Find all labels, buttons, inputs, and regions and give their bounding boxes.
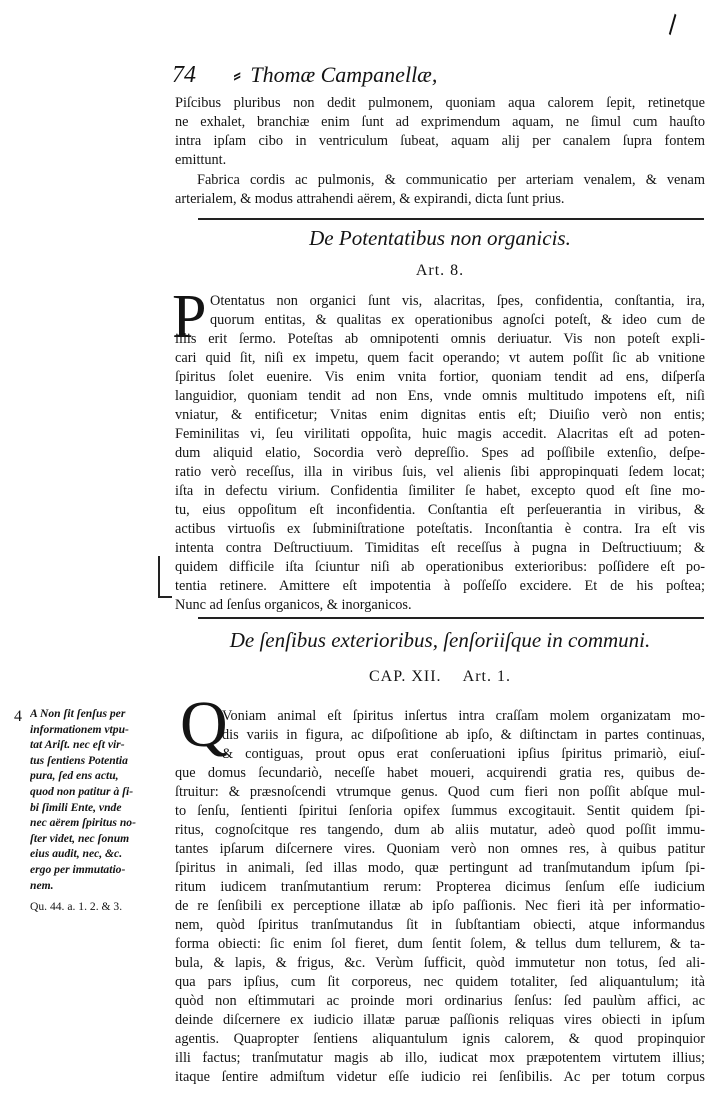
text-line: to ſenſu, ſentienti ſpiritui ſenſoria opifex ſummus excogitauit. Sentit quidem ſpi- — [175, 803, 705, 819]
article-number: Art. 8. — [415, 262, 465, 279]
text-line: de re ſenſibili ex perceptione illatæ ab ipſo paſſionis. Nec fieri ità per informatio- — [175, 898, 705, 914]
text-line: bula, & lapis, & frigus, &c. Verùm ſufficit, quòd immutetur non totus, ſed ali- — [175, 955, 705, 971]
section-body — [175, 764, 705, 1087]
fabrica-paragraph — [175, 171, 705, 209]
text-line: Otentatus non organici ſunt vis, alacritas, ſpes, confidentia, conſtantia, ira, — [210, 293, 705, 309]
text-line: forma obiecti: ſic enim ſol fieret, dum ſentit ſolem, & tellus dum tellurem, & ta- — [175, 936, 705, 952]
drop-cap-lines — [210, 292, 705, 330]
text-line: agentis. Quapropter ſentiens aliquantulum ignis calorem, & quod propinquior — [175, 1031, 705, 1047]
margin-bracket — [158, 556, 172, 598]
text-line: tu, eius oppoſitum eſt inconfidentia. Conſtantia eſt perſeuerantia in viribus, & — [175, 502, 705, 518]
text-line: Fabrica cordis ac pulmonis, & communicatio per arteriam venalem, & venam — [197, 172, 705, 188]
text-line: ratio verò receſſus, illa in viribus ſuis, vel alienis ſibi appropinquati ſedem locat; — [175, 464, 705, 480]
note-line: A Non ſit ſenſus per — [30, 707, 126, 720]
text-line: ritum iudicem tranſmutantium rerum: Propterea dicimus ſenſum eſſe iudicium — [175, 879, 705, 895]
text-line: qua pars ipſius, cum ſit corporeus, nec quidem totaliter, ſed aliquantulum; ità — [175, 974, 705, 990]
note-line: tat Ariſt. nec eſt vir- — [30, 738, 125, 752]
text-line: arterialem, & modus attrahendi aërem, & expirandi, dicta ſunt prius. — [175, 191, 565, 207]
text-line: Feminilitas vi, ſeu virilitati oppoſita, huic magis accedit. Alacritas eſt ad poten- — [175, 426, 705, 442]
text-line: tantes ipſarum diſcernere vires. Quoniam verò non omnes res, à quibus patitur — [175, 841, 705, 857]
margin-note — [30, 706, 180, 893]
section-body — [175, 330, 705, 615]
text-line: illi factus; tranſmutatur magis ab illo, iudicat mox præpotentem virtutem illius; — [175, 1050, 705, 1066]
text-line: ſpiritus in animali, ſed illas modo, quæ pertingunt ad tranſmutandum ipſum ſpi- — [175, 860, 705, 876]
corner-mark: \ — [659, 8, 686, 41]
text-line: intra ipſam cibo in ventriculum ſubeat, aquam alij per canalem ſupra fontem — [175, 133, 705, 149]
text-line: quòd non eſtimmutari ac proinde mori ordinarius ſenſus: ſed paulùm affici, ac — [175, 993, 705, 1009]
note-line: pura, ſed ens actu, — [30, 769, 119, 783]
note-line: ſter videt, nec ſonum — [30, 831, 130, 845]
margin-reference: Qu. 44. a. 1. 2. & 3. — [30, 900, 123, 913]
text-line: deinde diſcernere ex iudicio illatæ paruæ paſſionis reliquas vires obiecti in ipſum — [175, 1012, 705, 1028]
text-line: ſpiritus ſolet euenire. Vis enim vnita fortior, quoniam tendit ad ens, diſperſa — [175, 369, 705, 385]
text-line: cari quid ſit, niſi ex impetu, quem facit operando; vt autem poſſit ſic ab vnitione — [175, 350, 705, 366]
page-number: 74 — [172, 62, 196, 88]
text-line: ne exhalet, branchiæ enim ſunt ad exprimendum aquam, ne ſimul cum hauſto — [175, 114, 705, 130]
section-title: De Potentatibus non organicis. — [309, 226, 571, 250]
note-line: ergo per immutatio- — [30, 862, 126, 876]
text-line: vniatur, & entificetur; Vnitas enim dignitas entis eſt; Diuiſio verò non entis; — [175, 407, 705, 423]
header-author: Thomæ Campanellæ, — [250, 62, 438, 87]
text-line: ritus, cognoſcitque res tangendo, dum ab aliis mutatur, adeò quod poſſit immu- — [175, 822, 705, 838]
text-line: & contiguas, prout opus erat conſeruationi ipſius ſpiritus primariò, eiuſ- — [222, 746, 705, 762]
note-line: eius audit, nec, &c. — [30, 847, 123, 861]
intro-paragraph — [175, 94, 705, 170]
text-line: intenta contra Deſtructiuum. Timiditas eſt receſſus à pugna in Deſtructiuum; & — [175, 540, 705, 556]
article-number: Art. 1. — [462, 668, 511, 685]
text-line: dum aliquid elatio, Socordia verò depreſſio. Spes ad poſſibile extenſio, deſpe- — [175, 445, 705, 461]
text-line: actibus virtuoſis ex ſubminiſtratione poteſtatis. Inconſtantia è contra. Ira eſt vis — [175, 521, 705, 537]
note-line: bi ſimili Ente, vnde — [30, 800, 122, 814]
margin-number: 4 — [14, 708, 22, 725]
text-line: Piſcibus pluribus non dedit pulmonem, quoniam aqua calorem ſepit, retinetque — [175, 95, 705, 111]
text-line: que domus ſecundariò, neceſſe habet moueri, acquirendi gratia res, quibus de- — [175, 765, 705, 781]
text-line: itaque ſentire admiſtum videtur eſſe iudicio rei ſenſibilis. Ac per totum corpus — [175, 1069, 705, 1085]
running-header — [172, 62, 702, 92]
text-line: nem, quòd ſpiritus tranſmutandus ſit in ſubſtantiam obiecti, atque informandus — [175, 917, 705, 933]
text-line: tentia retinere. Amittere eſt impotentia à poſſeſſo excidere. Et de his poſtea; — [175, 578, 705, 594]
section-title: De ſenſibus exterioribus, ſenſoriiſque in communi. — [229, 628, 651, 652]
note-line: quod non patitur à ſi- — [30, 784, 134, 798]
text-line: languidior, quoniam tendit ad non Ens, vnde omnis multitudo impotens eſt, niſi — [175, 388, 705, 404]
section-divider — [198, 218, 704, 220]
drop-cap-lines — [222, 707, 705, 764]
chapter-number: CAP. XII. — [368, 668, 442, 685]
note-line: tus ſentiens Potentia — [30, 753, 128, 767]
text-line: quidem difficile iſta ſciuntur niſi ab operationibus exterioribus: poſſidere eſt po- — [175, 559, 705, 575]
drop-cap: P — [172, 283, 207, 351]
text-line: iſta in defectu virium. Confidentia ſimiliter ſe habet, excepto quod eſt ſine mo- — [175, 483, 705, 499]
chapter-article — [175, 668, 705, 686]
note-line: nem. — [30, 878, 54, 892]
section-divider — [198, 617, 704, 619]
header-ornament: ⸗ — [233, 62, 241, 87]
text-line: Voniam animal eſt ſpiritus inſertus intra craſſam molem organizatam mo- — [222, 708, 705, 724]
text-line: ſtruitur: & præsnoſcendi vtrumque genus. Quod cum fieri non poſſit abſque mul- — [175, 784, 705, 800]
text-line: quorum entitas, & qualitas ex operationibus agnoſci poteſt, & ideo cum de — [210, 312, 705, 328]
text-line: illis erit ſermo. Poteſtas ab omnipotenti omnis deriuatur. Vis non poteſt expli- — [175, 331, 705, 347]
note-line: informationem vtpu- — [30, 722, 129, 736]
note-line: nec aërem ſpiritus no- — [30, 816, 136, 830]
text-line: emittunt. — [175, 152, 227, 168]
text-line: dis variis in figura, ac diſpoſitione ab ipſo, & diſtinctam in partes continuas, — [222, 727, 705, 743]
text-line: Nunc ad ſenſus organicos, & inorganicos. — [175, 597, 412, 613]
drop-cap: Q — [180, 688, 228, 761]
